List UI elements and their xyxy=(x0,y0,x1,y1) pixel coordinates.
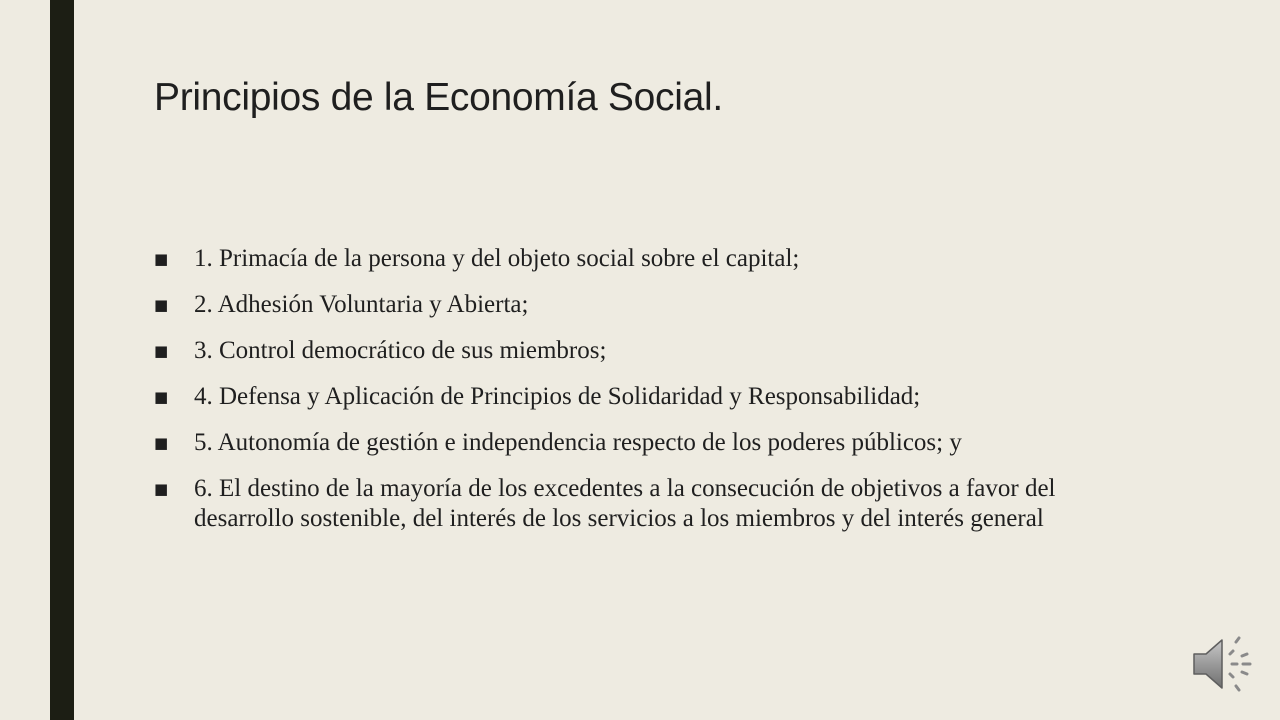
bullet-text: 5. Autonomía de gestión e independencia respecto de los poderes públicos; y xyxy=(194,429,962,456)
bullet-text: 1. Primacía de la persona y del objeto social sobre el capital; xyxy=(194,245,800,272)
list-item xyxy=(154,428,1154,458)
bullet-marker: ■ xyxy=(154,342,169,360)
bullet-marker: ■ xyxy=(154,434,169,452)
bullet-marker: ■ xyxy=(154,388,169,406)
bullet-marker: ■ xyxy=(154,250,169,268)
list-item xyxy=(154,474,1154,534)
bullet-text: 2. Adhesión Voluntaria y Abierta; xyxy=(194,291,529,318)
bullet-text: 4. Defensa y Aplicación de Principios de Solidaridad y Responsabilidad; xyxy=(194,383,921,410)
slide-title: Principios de la Economía Social. xyxy=(154,76,723,119)
list-item xyxy=(154,244,1154,274)
speaker-icon-graphic xyxy=(1190,632,1256,696)
bullet-marker: ■ xyxy=(154,480,169,498)
list-item xyxy=(154,382,1154,412)
bullet-text: 3. Control democrático de sus miembros; xyxy=(194,337,607,364)
speaker-icon[interactable] xyxy=(1190,632,1256,696)
list-item xyxy=(154,336,1154,366)
bullet-marker: ■ xyxy=(154,296,169,314)
accent-bar xyxy=(50,0,74,720)
list-item xyxy=(154,290,1154,320)
bullet-text: 6. El destino de la mayoría de los excedentes a la consecución de objetivos a favor del desarrollo sostenible, del interés de los servicios a los miembros y del interés general xyxy=(194,475,1056,532)
bullet-list xyxy=(154,244,1154,550)
